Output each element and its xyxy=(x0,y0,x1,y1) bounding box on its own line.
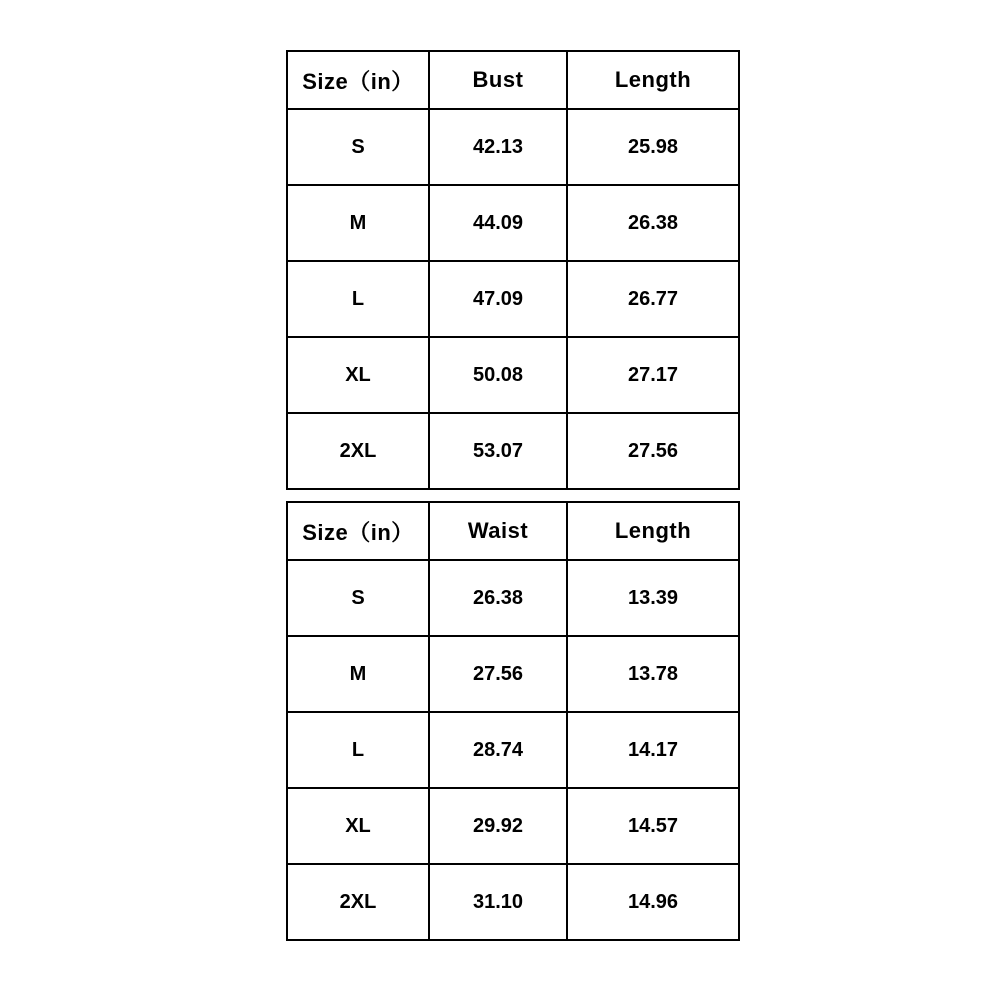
cell-length: 27.56 xyxy=(567,413,739,489)
cell-length: 26.77 xyxy=(567,261,739,337)
cell-size: XL xyxy=(287,337,429,413)
cell-size: S xyxy=(287,560,429,636)
cell-bust: 47.09 xyxy=(429,261,567,337)
bottom-garment-size-table xyxy=(286,501,740,941)
table-header xyxy=(287,51,739,109)
cell-length: 26.38 xyxy=(567,185,739,261)
cell-waist: 28.74 xyxy=(429,712,567,788)
column-header-size: Size（in） xyxy=(287,502,429,560)
cell-size: L xyxy=(287,712,429,788)
table-body xyxy=(287,560,739,940)
cell-size: L xyxy=(287,261,429,337)
cell-length: 13.78 xyxy=(567,636,739,712)
cell-length: 14.57 xyxy=(567,788,739,864)
cell-length: 25.98 xyxy=(567,109,739,185)
cell-length: 13.39 xyxy=(567,560,739,636)
table-body xyxy=(287,109,739,489)
column-header-length: Length xyxy=(567,502,739,560)
cell-length: 14.17 xyxy=(567,712,739,788)
cell-waist: 29.92 xyxy=(429,788,567,864)
cell-waist: 26.38 xyxy=(429,560,567,636)
cell-bust: 53.07 xyxy=(429,413,567,489)
table-header-row xyxy=(287,502,739,560)
cell-bust: 50.08 xyxy=(429,337,567,413)
table-row xyxy=(287,712,739,788)
table-row xyxy=(287,337,739,413)
column-header-size: Size（in） xyxy=(287,51,429,109)
table-row xyxy=(287,261,739,337)
column-header-length: Length xyxy=(567,51,739,109)
cell-size: M xyxy=(287,636,429,712)
table-row xyxy=(287,560,739,636)
cell-bust: 42.13 xyxy=(429,109,567,185)
table-row xyxy=(287,864,739,940)
cell-bust: 44.09 xyxy=(429,185,567,261)
cell-size: 2XL xyxy=(287,413,429,489)
cell-length: 14.96 xyxy=(567,864,739,940)
table-row xyxy=(287,185,739,261)
cell-size: S xyxy=(287,109,429,185)
column-header-bust: Bust xyxy=(429,51,567,109)
table-header-row xyxy=(287,51,739,109)
table-row xyxy=(287,636,739,712)
table-header xyxy=(287,502,739,560)
cell-length: 27.17 xyxy=(567,337,739,413)
table-row xyxy=(287,109,739,185)
cell-waist: 31.10 xyxy=(429,864,567,940)
top-garment-size-table xyxy=(286,50,740,490)
table-row xyxy=(287,788,739,864)
column-header-waist: Waist xyxy=(429,502,567,560)
cell-size: 2XL xyxy=(287,864,429,940)
cell-size: XL xyxy=(287,788,429,864)
cell-waist: 27.56 xyxy=(429,636,567,712)
cell-size: M xyxy=(287,185,429,261)
table-row xyxy=(287,413,739,489)
